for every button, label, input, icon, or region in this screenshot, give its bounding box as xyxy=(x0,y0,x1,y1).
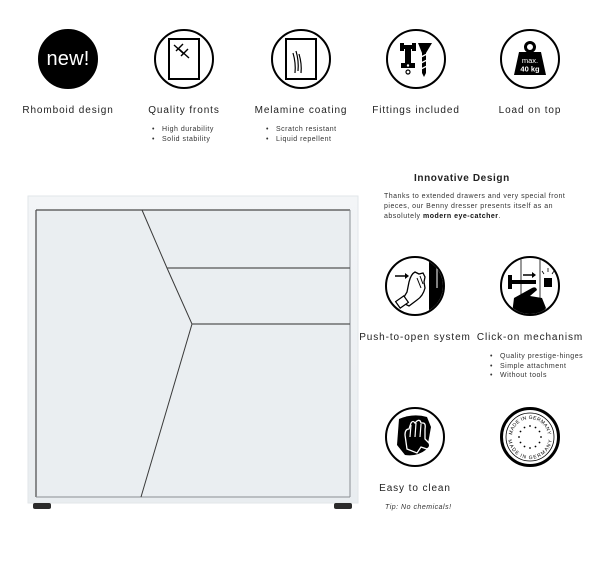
dresser-foot-left xyxy=(33,503,51,509)
rhomboid-seam xyxy=(141,210,192,497)
bullet-item: • High durability xyxy=(152,125,244,135)
feature-made-in-germany xyxy=(470,407,590,467)
feature-quality-fronts xyxy=(124,29,244,144)
description-emphasis: modern eye-catcher xyxy=(422,213,499,220)
scratched-panel-icon xyxy=(154,29,214,89)
scratch-resistant-panel-icon xyxy=(271,29,331,89)
description-title: Innovative Design xyxy=(414,173,510,184)
bullet-item: • Quality prestige-hinges xyxy=(490,352,590,362)
feature-title: Push-to-open system xyxy=(359,332,471,343)
dresser-body xyxy=(28,196,358,503)
description-line xyxy=(384,212,594,222)
feature-title: Click-on mechanism xyxy=(476,332,584,343)
svg-text:MADE IN GERMANY xyxy=(506,439,554,461)
bullet-item: • Liquid repellent xyxy=(266,135,361,145)
feature-bullets xyxy=(490,352,590,381)
description-line: Thanks to extended drawers and very special front xyxy=(384,193,566,200)
bullet-item: • Scratch resistant xyxy=(266,125,361,135)
feature-title: Easy to clean xyxy=(379,483,451,494)
weight-line2: 40 kg xyxy=(520,64,540,74)
feature-fittings-included xyxy=(356,29,476,116)
feature-click-on-mechanism xyxy=(470,256,590,381)
feature-bullets xyxy=(266,125,361,144)
weight-line1: max. xyxy=(521,56,539,65)
bullet-item: • Without tools xyxy=(490,371,590,381)
made-in-germany-seal-icon xyxy=(500,407,560,467)
bullet-item: • Solid stability xyxy=(152,135,244,145)
description-line: pieces, our Benny dresser presents itself as an xyxy=(384,203,554,210)
feature-bullets xyxy=(152,125,244,144)
feature-title: Rhomboid design xyxy=(22,105,114,116)
wiping-hand-icon xyxy=(385,407,445,467)
feature-title: Quality fronts xyxy=(148,105,220,116)
feature-melamine-coating xyxy=(241,29,361,144)
description-text: . xyxy=(498,213,501,220)
seal-text-top: MADE IN GERMANY xyxy=(508,414,552,436)
description-text: absolutely xyxy=(384,213,423,220)
bullet-item: • Simple attachment xyxy=(490,362,590,372)
new-badge-text: new! xyxy=(46,47,90,70)
hinge-and-screw-icon xyxy=(386,29,446,89)
push-to-open-hand-icon xyxy=(385,256,445,316)
seal-text-bottom: MADE IN GERMANY xyxy=(506,438,554,462)
feature-tip: Tip: No chemicals! xyxy=(385,504,452,511)
feature-load-on-top xyxy=(470,29,590,116)
feature-rhomboid-design xyxy=(8,29,128,116)
feature-easy-to-clean xyxy=(355,407,475,511)
description-body xyxy=(384,192,594,222)
feature-push-to-open xyxy=(355,256,475,343)
click-on-hinge-icon xyxy=(500,256,560,316)
weight-icon xyxy=(500,29,560,89)
feature-title: Fittings included xyxy=(372,105,460,116)
new-badge-icon xyxy=(38,29,98,89)
feature-title: Load on top xyxy=(498,105,562,116)
dresser-foot-right xyxy=(334,503,352,509)
feature-title: Melamine coating xyxy=(254,105,348,116)
